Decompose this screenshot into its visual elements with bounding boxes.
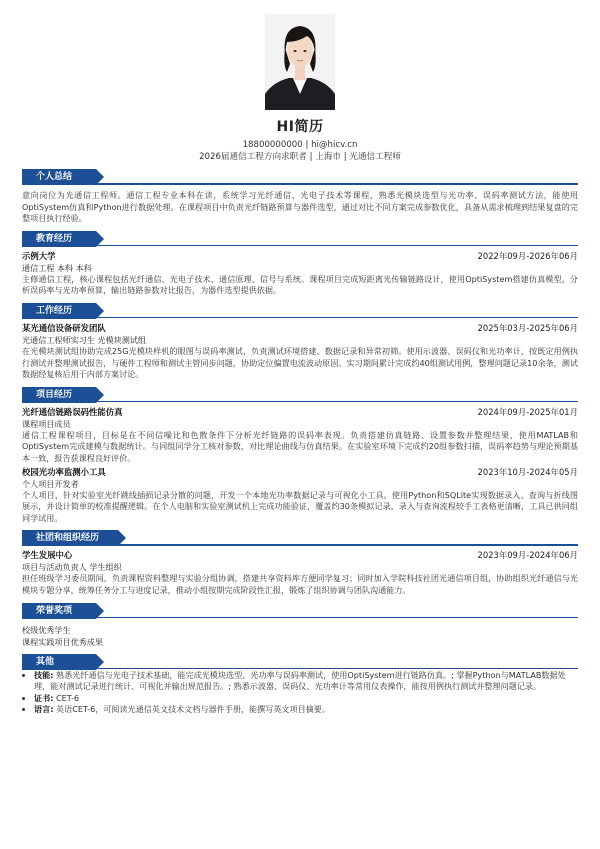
other-list <box>22 670 578 716</box>
entry-subtitle: 光通信工程师实习生 光模块测试组 <box>22 334 146 345</box>
entry-subtitle: 项目与活动负责人 学生组织 <box>22 562 122 573</box>
job-objective: 2026届通信工程方向求职者 | 上海市 | 光通信工程师 <box>199 152 401 162</box>
section-header <box>22 387 578 403</box>
section-title: 其他 <box>22 654 96 670</box>
other-item-language <box>34 704 578 716</box>
section-title: 工作经历 <box>22 303 96 319</box>
section-header <box>22 303 578 319</box>
entry-org: 光纤通信链路误码性能仿真 <box>22 406 123 417</box>
entry-heading <box>22 322 578 334</box>
entry-org: 示例大学 <box>22 250 56 261</box>
section-header <box>22 654 578 670</box>
entry-description: 在光模块测试组协助完成25G光模块样机的眼图与误码率测试，负责测试环境搭建、数据记录和异常初筛。使用示波器、误码仪和光功率计，按既定用例执行测试并整理测试报告，与硬件工程师和测试主管同步问题，协助定位偏置电流波动原因。实习期间累计完成约40组测试用例，整理问题记录10余条，测试数据经复核后用于内部方案讨论。 <box>22 345 578 380</box>
section-title: 教育经历 <box>22 231 96 247</box>
section-summary <box>22 169 578 225</box>
section-divider <box>22 401 578 403</box>
section-title: 社团和组织经历 <box>22 530 118 546</box>
item-text: 熟悉光纤通信与光电子技术基础，能完成光模块选型、光功率与误码率测试，使用OptiSystem进行链路仿真。; 掌握Python与MATLAB数据处理，能对测试记录进行统计、可视化并输出规范报告。; 熟悉示波器、误码仪、光功率计等常用仪表操作，能按用例执行测试并整理问题记录。 <box>34 669 566 692</box>
honors-list <box>22 624 578 648</box>
section-divider <box>22 245 578 247</box>
section-education <box>22 231 578 297</box>
section-divider <box>22 317 578 319</box>
section-divider <box>22 668 578 670</box>
entry-subtitle: 通信工程 本科 本科 <box>22 262 92 273</box>
section-title: 荣誉奖项 <box>22 603 96 619</box>
work-entry <box>22 322 578 381</box>
item-label: 语言: <box>34 704 54 715</box>
item-text: CET-6 <box>56 692 80 703</box>
contact-info: 18800000000 | hi@hicv.cn <box>242 140 358 150</box>
profile-photo <box>265 14 335 110</box>
education-entry <box>22 250 578 297</box>
section-title: 个人总结 <box>22 169 96 185</box>
candidate-name: HI简历 <box>276 119 324 135</box>
entry-subtitle: 课程项目成员 <box>22 418 71 429</box>
avatar <box>265 14 335 110</box>
section-divider <box>22 617 578 619</box>
section-other <box>22 654 578 716</box>
entry-description: 个人项目，针对实验室光纤跳线插损记录分散的问题，开发一个本地光功率数据记录与可视化小工具。使用Python和SQLite实现数据录入、查询与折线图展示，并设计简单的校准提醒逻辑。在个人电脑和实验室测试机上完成功能验证，覆盖约30条模拟记录，录入与查询流程较手工表格更清晰，工具已供同组同学试用。 <box>22 489 578 523</box>
entry-description: 通信工程课程项目，目标是在不同信噪比和色散条件下分析光纤链路的误码率表现。负责搭建仿真链路、设置参数并整理结果，使用MATLAB和OptiSystem完成建模与数据统计。与同组同学分工核对参数，对比理论曲线与仿真结果。在实验室环境下完成约20组参数扫描，误码率趋势与理论预期基本一致，报告获课程良好评价。 <box>22 429 578 463</box>
section-honors <box>22 603 578 648</box>
entry-heading <box>22 406 578 418</box>
entry-description: 主修通信工程，核心课程包括光纤通信、光电子技术、通信原理、信号与系统。课程项目完成短距离光传输链路设计，使用OptiSystem搭建仿真模型，分析误码率与光功率预算，输出链路参数对比报告，为器件选型提供依据。 <box>22 273 578 296</box>
item-label: 技能: <box>34 669 54 680</box>
entry-org: 某光通信设备研发团队 <box>22 322 106 333</box>
activity-entry <box>22 549 578 596</box>
summary-text: 意向岗位为光通信工程师。通信工程专业本科在读，系统学习光纤通信、光电子技术等课程，熟悉光模块选型与光功率、误码率测试方法，能使用OptiSystem仿真和Python进行数据处理。在课程项目中负责光纤链路预算与器件选型，通过对比不同方案完成参数优化，具备从需求梳理到结果复盘的完整项目执行经验。 <box>22 190 578 224</box>
entry-date: 2022年09月-2026年06月 <box>477 250 578 261</box>
project-entry <box>22 466 578 525</box>
resume-header <box>0 0 600 163</box>
other-item-skills <box>34 670 578 693</box>
entry-date: 2023年10月-2024年05月 <box>477 466 578 477</box>
section-header <box>22 231 578 247</box>
item-text: 英语CET-6，可阅读光通信英文技术文档与器件手册，能撰写英文项目摘要。 <box>56 704 330 715</box>
section-divider <box>22 183 578 185</box>
honor-item: 校级优秀学生 <box>22 624 71 635</box>
entry-org: 学生发展中心 <box>22 550 73 561</box>
section-work <box>22 303 578 381</box>
entry-heading <box>22 466 578 478</box>
section-header <box>22 169 578 185</box>
entry-org: 校园光功率监测小工具 <box>22 466 106 477</box>
project-entry <box>22 406 578 465</box>
honor-item: 课程实践项目优秀成果 <box>22 636 103 647</box>
entry-description: 担任班级学习委员期间，负责课程资料整理与实验分组协调，搭建共享资料库方便同学复习；同时加入学院科技社团光通信项目组，协助组织光纤通信与光模块专题分享，统筹任务分工与进度记录，推动小组按期完成阶段性汇报，锻炼了组织协调与团队沟通能力。 <box>22 573 578 595</box>
entry-subtitle: 个人项目开发者 <box>22 478 79 489</box>
entry-heading <box>22 549 578 561</box>
section-title: 项目经历 <box>22 387 96 403</box>
item-label: 证书: <box>34 692 54 703</box>
entry-date: 2023年09月-2024年06月 <box>477 550 578 561</box>
entry-heading <box>22 250 578 262</box>
section-activities <box>22 530 578 596</box>
section-header <box>22 603 578 619</box>
section-header <box>22 530 578 546</box>
other-item-certificate <box>34 693 578 705</box>
entry-date: 2025年03月-2025年06月 <box>477 322 578 333</box>
section-projects <box>22 387 578 525</box>
entry-date: 2024年09月-2025年01月 <box>477 406 578 417</box>
